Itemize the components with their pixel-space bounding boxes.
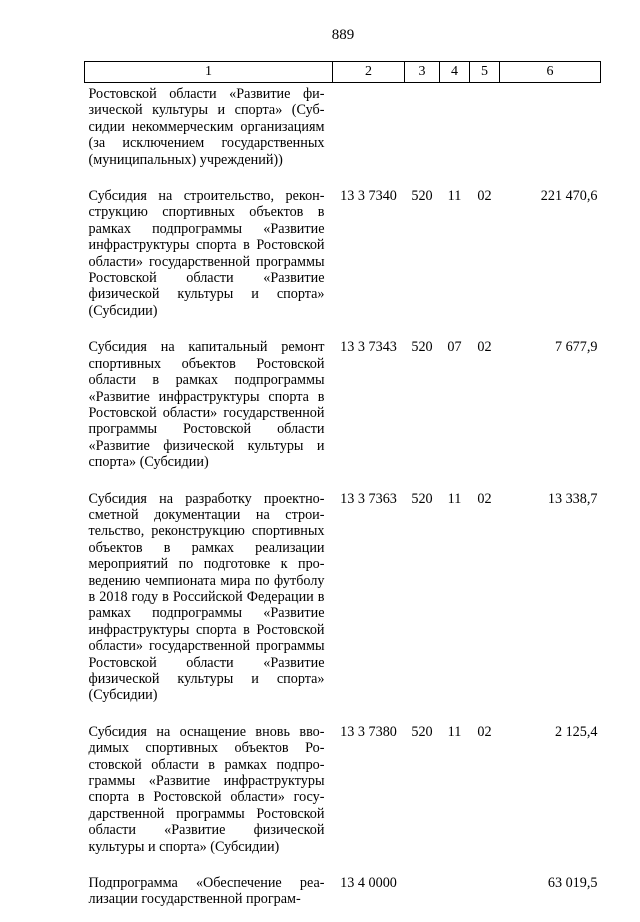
row-col4: 11 <box>447 723 462 740</box>
row-code: 13 3 7343 <box>340 339 397 356</box>
row-col4: 11 <box>447 188 462 205</box>
row-col4 <box>440 869 470 922</box>
table-row <box>85 869 601 922</box>
row-col4 <box>440 83 470 183</box>
table-row <box>85 83 601 183</box>
row-col5: 02 <box>477 188 492 205</box>
column-header-3: 3 <box>405 62 440 83</box>
table-row <box>85 182 601 333</box>
row-description: Ростовской области «Развитие физической культуры и спорта» (Субсидии некоммерческим организациям (за исключением государственных (муниципальных) учреждений)) <box>88 86 325 168</box>
row-amount: 7 677,9 <box>554 339 598 356</box>
row-col3: 520 <box>411 188 433 205</box>
row-col3: 520 <box>411 723 433 740</box>
table-row <box>85 333 601 484</box>
row-code: 13 3 7340 <box>340 188 397 205</box>
row-description: Субсидия на строительство, реконструкцию спортивных объектов в рамках подпрограммы «Развитие инфраструктуры спорта в Ростовской области» государственной программы Ростовской области «Развитие физической культуры и спорта» (Субсидии) <box>88 188 325 319</box>
budget-table <box>84 61 601 922</box>
row-col5: 02 <box>477 339 492 356</box>
row-col3 <box>405 83 440 183</box>
row-col3: 520 <box>411 490 433 507</box>
column-header-5: 5 <box>470 62 500 83</box>
row-col4: 11 <box>447 490 462 507</box>
column-header-2: 2 <box>333 62 405 83</box>
row-col3 <box>405 869 440 922</box>
row-code <box>333 83 405 183</box>
row-col4: 07 <box>447 339 462 356</box>
row-description: Субсидия на оснащение вновь вводимых спортивных объектов Ростовской области в рамках подпрограммы «Развитие инфраструктуры спорта в Ростовской области» государственной программы Ростовской области «Развитие физической культуры и спорта» (Субсидии) <box>88 723 325 855</box>
row-col5: 02 <box>477 490 492 507</box>
row-description: Субсидия на капитальный ремонт спортивных объектов Ростовской области в рамках подпрограммы «Развитие инфраструктуры спорта в Ростовской области» государственной программы Ростовской области «Развитие физической культуры и спорта» (Субсидии) <box>88 339 325 471</box>
row-description: Подпрограмма «Обеспечение реализации государственной програм- <box>88 875 325 908</box>
table-row <box>85 718 601 869</box>
row-code: 13 4 0000 <box>340 875 397 892</box>
row-amount <box>500 83 601 183</box>
table-row <box>85 485 601 718</box>
row-description: Субсидия на разработку проектно-сметной документации на строительство, реконструкцию спортивных объектов в рамках реализации мероприятий по подготовке к проведению чемпионата мира по футболу в 2018 году в Российской Федерации в рамках подпрограммы «Развитие инфраструктуры спорта в Ростовской области» государственной программы Ростовской области «Развитие физической культуры и спорта» (Субсидии) <box>88 490 325 704</box>
column-header-1: 1 <box>85 62 333 83</box>
row-amount: 13 338,7 <box>547 490 598 507</box>
row-amount: 2 125,4 <box>554 723 598 740</box>
row-code: 13 3 7380 <box>340 723 397 740</box>
row-col5: 02 <box>477 723 492 740</box>
header-row <box>85 62 601 83</box>
row-col5 <box>470 869 500 922</box>
column-header-6: 6 <box>500 62 601 83</box>
column-header-4: 4 <box>440 62 470 83</box>
row-amount: 63 019,5 <box>547 875 598 892</box>
page-number: 889 <box>331 27 355 43</box>
row-code: 13 3 7363 <box>340 490 397 507</box>
row-col3: 520 <box>411 339 433 356</box>
row-amount: 221 470,6 <box>540 188 598 205</box>
row-col5 <box>470 83 500 183</box>
